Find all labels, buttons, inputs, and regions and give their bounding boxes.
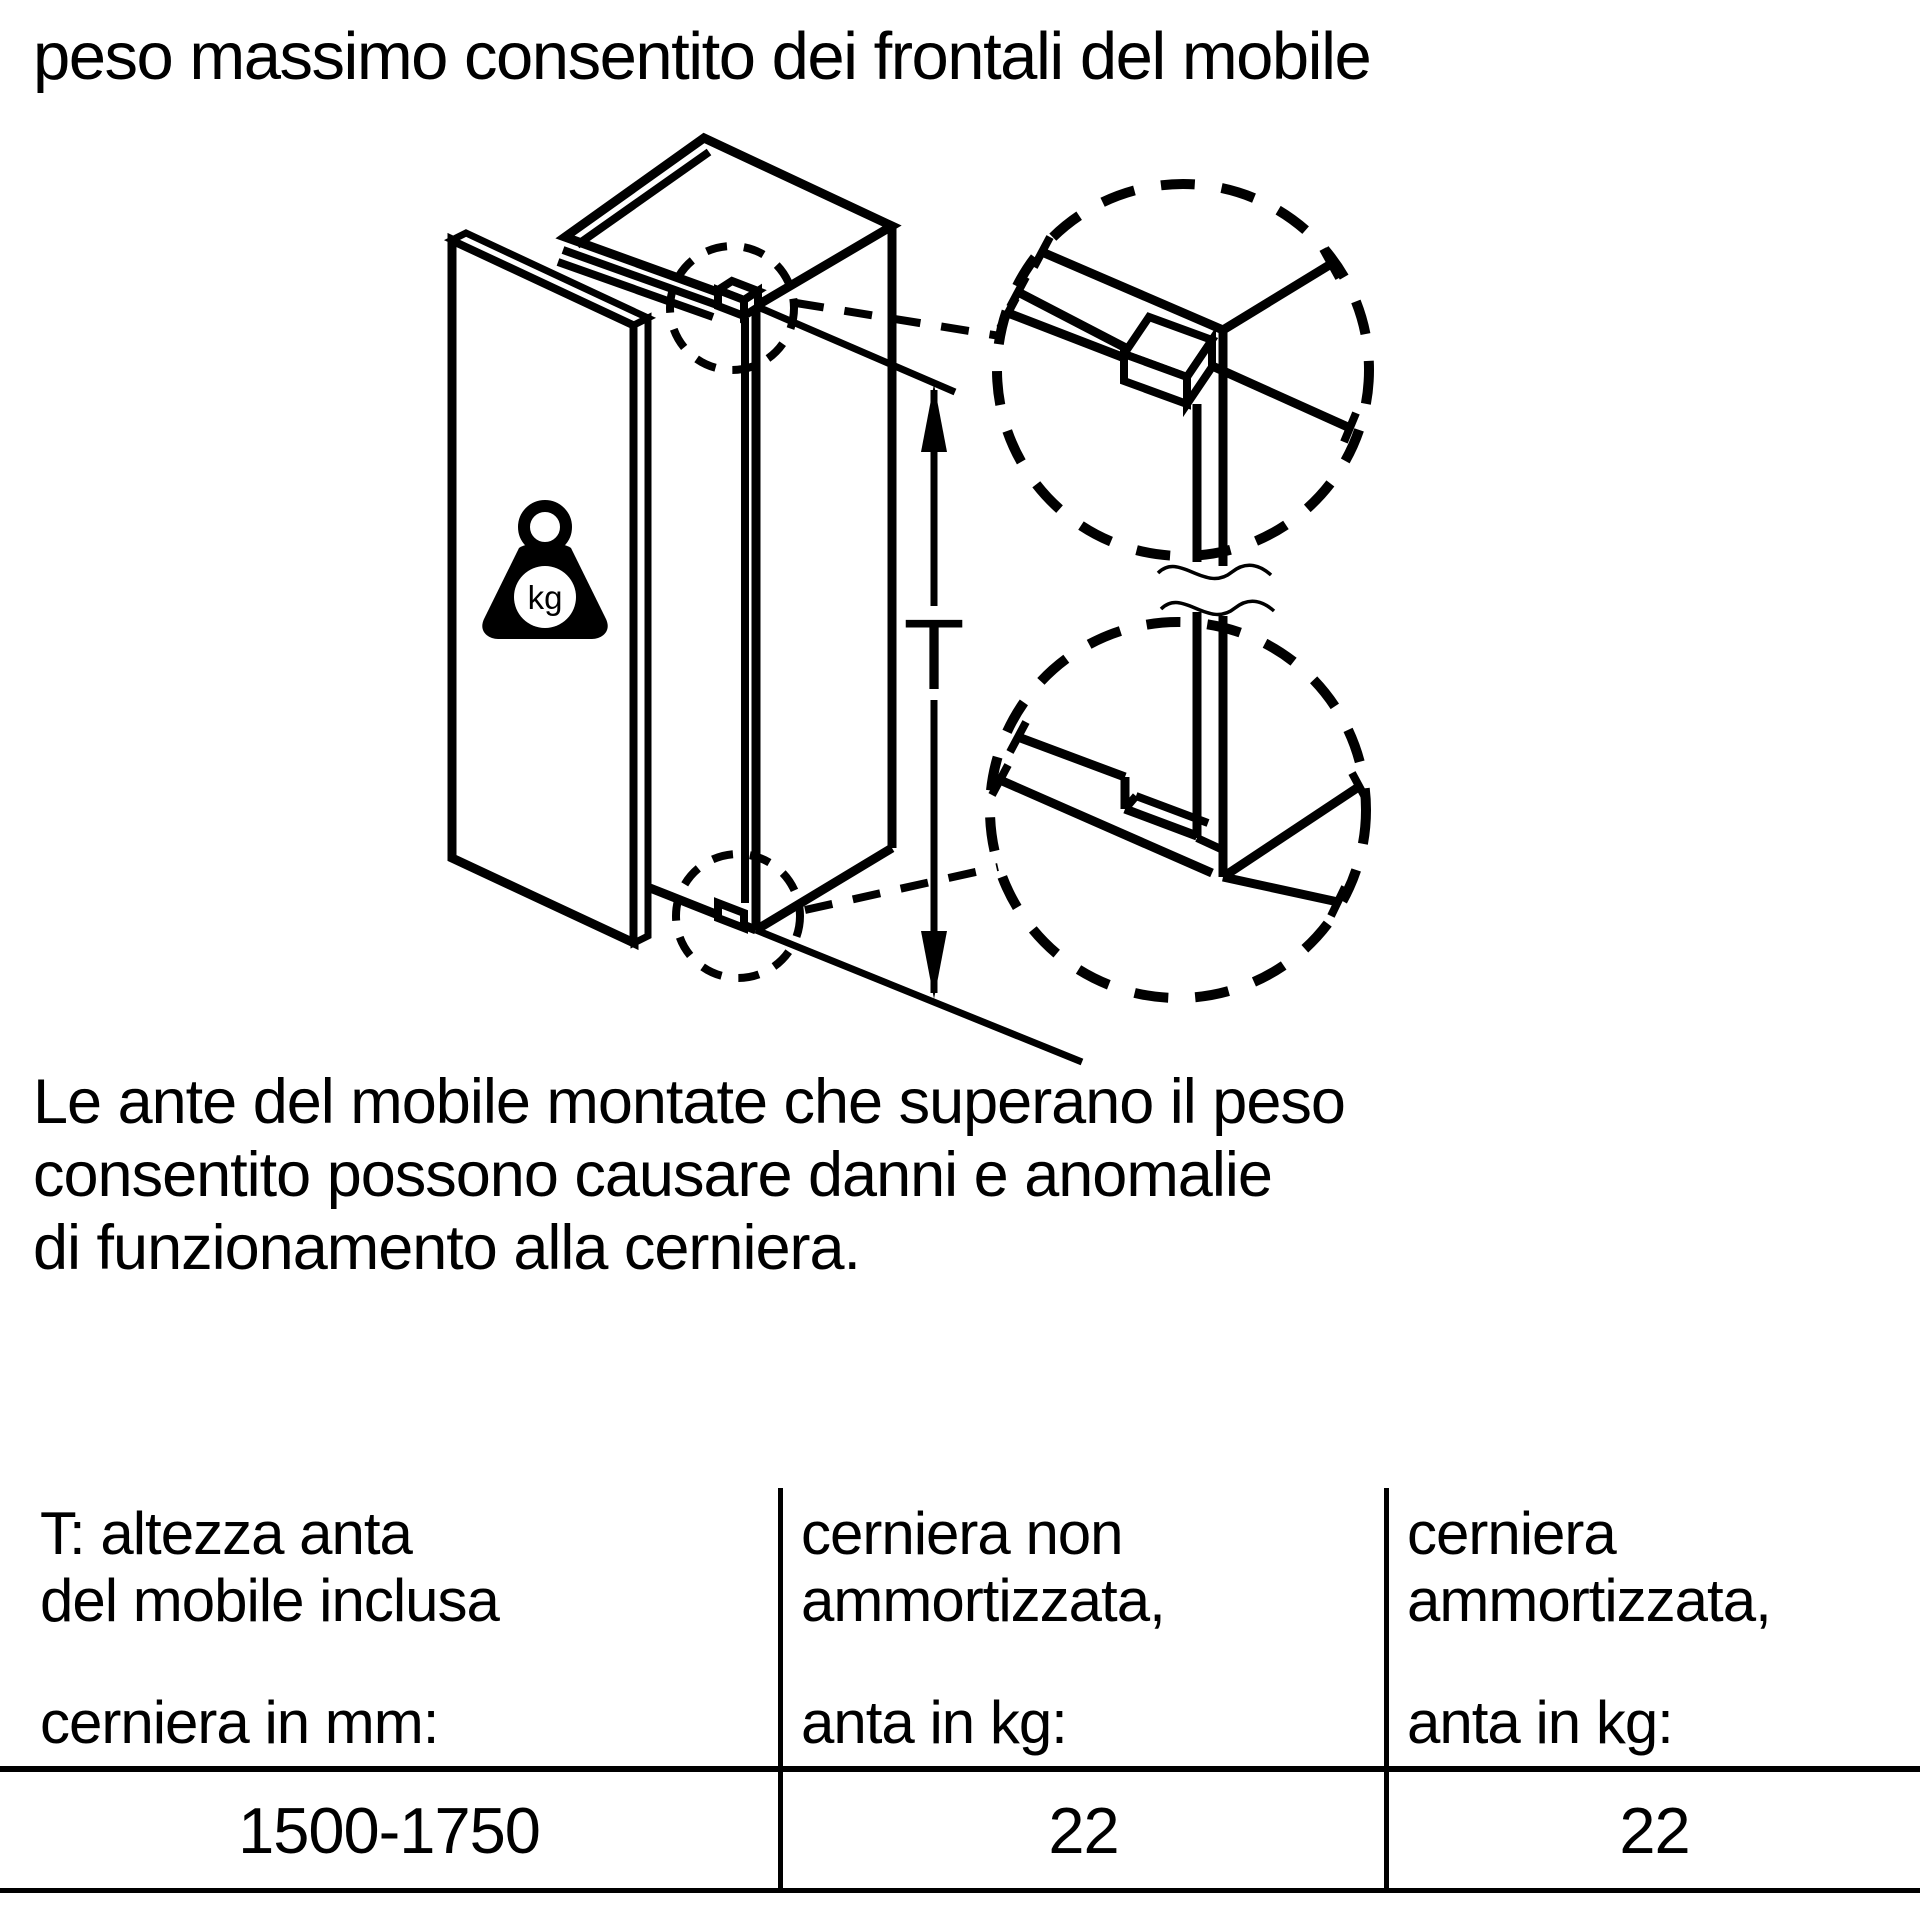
- detail-top-hinge-block: [1124, 317, 1212, 404]
- bottom-hinge-block: [718, 903, 744, 928]
- top-hinge-block: [718, 281, 758, 316]
- warning-line-3: di funzionamento alla cerniera.: [33, 1213, 861, 1283]
- header-line: ammortizzata,: [801, 1567, 1165, 1634]
- table-value-height-range: 1500-1750: [0, 1766, 778, 1888]
- dimension-t-label: T: [903, 599, 965, 711]
- header-line: cerniera non: [801, 1500, 1123, 1567]
- top-hinge-detail-view: [997, 184, 1369, 566]
- table-header-hinge-damped: [1384, 1488, 1920, 1766]
- table-value-non-damped-kg: 22: [778, 1766, 1384, 1888]
- dimension-t: [756, 307, 1082, 1062]
- bottom-callout-leader-line: [805, 867, 998, 910]
- break-squiggle-upper: [1158, 565, 1271, 578]
- detail-floor-edge-front: [1223, 877, 1338, 902]
- header-line: cerniera in mm:: [40, 1689, 439, 1756]
- header-line: ammortizzata,: [1407, 1567, 1771, 1634]
- t-arrowhead-down: [921, 931, 947, 999]
- cabinet-right-bottom-edge: [756, 848, 892, 930]
- door-side-edge-face: [634, 318, 648, 943]
- header-line: anta in kg:: [801, 1689, 1067, 1756]
- header-line: anta in kg:: [1407, 1689, 1673, 1756]
- t-extension-line-bottom: [756, 930, 1082, 1062]
- break-marks: [1158, 565, 1274, 614]
- detail-side-wall-inner-edge: [1210, 365, 1350, 428]
- detail-bottom-rail-upper: [1018, 737, 1125, 777]
- detail-floor-edge-right: [1223, 786, 1360, 877]
- table-header-hinge-non-damped: [778, 1488, 1384, 1766]
- detail-top-rail-right: [1223, 264, 1331, 330]
- weight-table: [0, 1488, 1920, 1893]
- header-line: T: altezza anta: [40, 1500, 412, 1567]
- warning-line-2: consentito possono causare danni e anomalie: [33, 1140, 1272, 1210]
- page-title: peso massimo consentito dei frontali del mobile: [33, 19, 1371, 94]
- break-squiggle-lower: [1161, 601, 1274, 614]
- bottom-hinge-detail-view: [990, 612, 1366, 998]
- top-callout-leader-line: [796, 303, 1000, 336]
- table-header-door-height: [0, 1488, 778, 1766]
- furniture-door-panel: [452, 233, 648, 943]
- t-arrowhead-up: [921, 384, 947, 452]
- kg-label: kg: [527, 579, 563, 616]
- t-extension-line-top: [758, 307, 955, 392]
- warning-paragraph: [33, 1066, 1345, 1285]
- warning-line-1: Le ante del mobile montate che superano il peso: [33, 1067, 1345, 1137]
- header-line: del mobile inclusa: [40, 1567, 499, 1634]
- header-line: cerniera: [1407, 1500, 1616, 1567]
- table-value-damped-kg: 22: [1384, 1766, 1920, 1888]
